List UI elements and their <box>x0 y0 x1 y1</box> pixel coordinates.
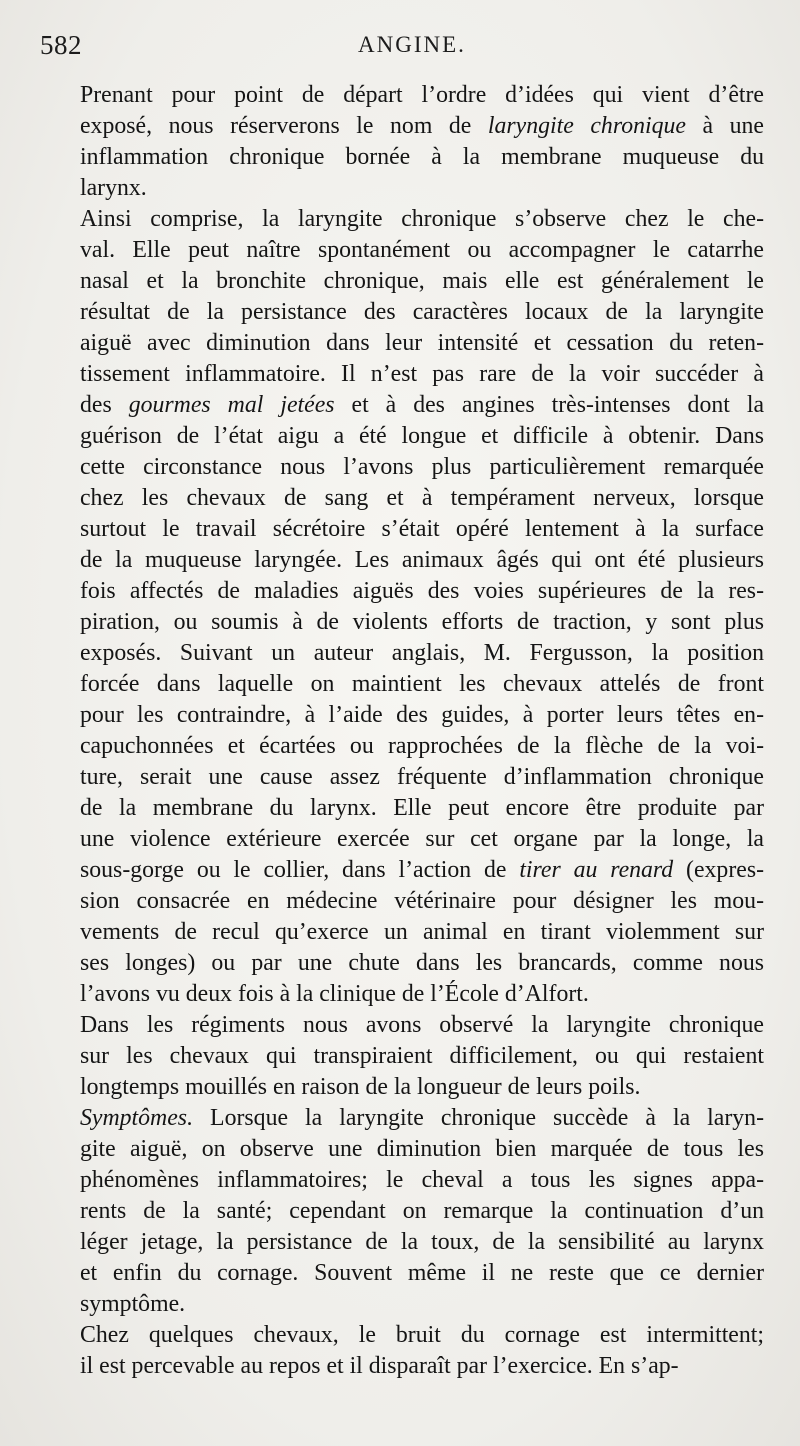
text-line <box>54 111 764 142</box>
text-line <box>54 700 764 731</box>
text-line <box>54 1320 764 1351</box>
text-run: ses longes) ou par une chute dans les brancards, comme nous <box>80 950 764 976</box>
text-line <box>54 80 764 111</box>
text-line <box>54 452 764 483</box>
text-line <box>54 390 764 421</box>
text-line <box>54 607 764 638</box>
text-run: sion consacrée en médecine vétérinaire pour désigner les mou- <box>80 888 764 914</box>
text-line <box>54 421 764 452</box>
text-run: sous-gorge ou le collier, dans l’action de <box>80 857 520 883</box>
text-run: rents de la santé; cependant on remarque la continuation d’un <box>80 1198 764 1224</box>
page-number: 582 <box>40 30 82 60</box>
text-run: gite aiguë, on observe une diminution bien marquée de tous les <box>80 1136 764 1162</box>
paragraph <box>54 80 764 204</box>
text-line <box>54 359 764 390</box>
text-run: Lorsque la laryngite chronique succède à la laryn- <box>193 1105 764 1131</box>
text-run: léger jetage, la persistance de la toux, de la sensibilité au larynx <box>80 1229 764 1255</box>
text-run: exposés. Suivant un auteur anglais, M. Fergusson, la position <box>80 640 764 666</box>
text-run: sur les chevaux qui transpiraient difficilement, ou qui restaient <box>80 1043 764 1069</box>
text-line <box>54 1258 764 1289</box>
text-run: une violence extérieure exercée sur cet organe par la longe, la <box>80 826 764 852</box>
text-run: vements de recul qu’exerce un animal en tirant violemment sur <box>80 919 764 945</box>
text-run: exposé, nous réserverons le nom de <box>80 113 488 139</box>
page-header <box>40 30 760 70</box>
text-run: résultat de la persistance des caractères locaux de la laryngite <box>80 299 764 325</box>
text-run: Prenant pour point de départ l’ordre d’idées qui vient d’être <box>80 82 764 108</box>
running-title: ANGINE. <box>358 32 466 57</box>
text-run: à une <box>685 113 764 139</box>
text-run: forcée dans laquelle on maintient les chevaux attelés de front <box>80 671 764 697</box>
text-run: phénomènes inflammatoires; le cheval a tous les signes appa- <box>80 1167 764 1193</box>
text-run: aiguë avec diminution dans leur intensité et cessation du reten- <box>80 330 764 356</box>
text-run: et à des angines très-intenses dont la <box>334 392 765 418</box>
text-run: de la membrane du larynx. Elle peut encore être produite par <box>80 795 764 821</box>
text-run: capuchonnées et écartées ou rapprochées de la flèche de la voi- <box>80 733 764 759</box>
text-run: chez les chevaux de sang et à tempérament nerveux, lorsque <box>80 485 764 511</box>
text-line <box>54 173 764 204</box>
text-line <box>54 917 764 948</box>
text-line <box>54 142 764 173</box>
text-line <box>54 1351 764 1382</box>
italic-text-run: laryngite chronique <box>487 113 686 139</box>
text-run: symptôme. <box>80 1291 186 1317</box>
paragraph <box>54 1320 764 1382</box>
text-run: il est percevable au repos et il disparaît par l’exercice. En s’ap- <box>80 1353 679 1379</box>
text-line <box>54 979 764 1010</box>
text-run: larynx. <box>80 175 147 201</box>
paragraph <box>54 204 764 1010</box>
text-line <box>54 1196 764 1227</box>
text-run: tissement inflammatoire. Il n’est pas rare de la voir succéder à <box>80 361 764 387</box>
text-line <box>54 638 764 669</box>
text-run: Chez quelques chevaux, le bruit du cornage est intermittent; <box>80 1322 764 1348</box>
italic-text-run: Symptômes. <box>80 1105 194 1131</box>
text-line <box>54 855 764 886</box>
text-line <box>54 266 764 297</box>
text-run: des <box>80 392 129 418</box>
text-run: longtemps mouillés en raison de la longueur de leurs poils. <box>80 1074 641 1100</box>
paragraph <box>54 1010 764 1103</box>
text-line <box>54 545 764 576</box>
text-run: inflammation chronique bornée à la membrane muqueuse du <box>80 144 764 170</box>
text-line <box>54 483 764 514</box>
text-run: Dans les régiments nous avons observé la laryngite chronique <box>80 1012 764 1038</box>
text-line <box>54 1103 764 1134</box>
text-run: nasal et la bronchite chronique, mais elle est généralement le <box>80 268 764 294</box>
text-run: de la muqueuse laryngée. Les animaux âgés qui ont été plusieurs <box>80 547 764 573</box>
text-line <box>54 1041 764 1072</box>
text-line <box>54 762 764 793</box>
text-run: guérison de l’état aigu a été longue et difficile à obtenir. Dans <box>80 423 764 449</box>
text-run: cette circonstance nous l’avons plus particulièrement remarquée <box>80 454 764 480</box>
text-line <box>54 731 764 762</box>
text-line <box>54 297 764 328</box>
text-run: et enfin du cornage. Souvent même il ne reste que ce dernier <box>80 1260 764 1286</box>
text-line <box>54 1134 764 1165</box>
paragraph <box>54 1103 764 1320</box>
text-run: l’avons vu deux fois à la clinique de l’École d’Alfort. <box>80 981 589 1007</box>
body-text <box>54 80 764 1382</box>
text-run: piration, ou soumis à de violents efforts de traction, y sont plus <box>80 609 764 635</box>
text-line <box>54 1289 764 1320</box>
text-run: pour les contraindre, à l’aide des guides, à porter leurs têtes en- <box>80 702 764 728</box>
text-line <box>54 886 764 917</box>
text-line <box>54 328 764 359</box>
text-line <box>54 824 764 855</box>
italic-text-run: gourmes mal jetées <box>128 392 335 418</box>
text-line <box>54 1165 764 1196</box>
text-line <box>54 1010 764 1041</box>
text-line <box>54 669 764 700</box>
text-line <box>54 204 764 235</box>
text-line <box>54 793 764 824</box>
text-run: Ainsi comprise, la laryngite chronique s’observe chez le che- <box>80 206 764 232</box>
text-line <box>54 576 764 607</box>
text-run: (expres- <box>673 857 765 883</box>
text-run: surtout le travail sécrétoire s’était opéré lentement à la surface <box>80 516 764 542</box>
text-line <box>54 235 764 266</box>
text-run: ture, serait une cause assez fréquente d’inflammation chronique <box>80 764 764 790</box>
text-line <box>54 1072 764 1103</box>
text-run: fois affectés de maladies aiguës des voies supérieures de la res- <box>80 578 764 604</box>
italic-text-run: tirer au renard <box>519 857 674 883</box>
text-line <box>54 1227 764 1258</box>
text-line <box>54 948 764 979</box>
text-line <box>54 514 764 545</box>
text-run: val. Elle peut naître spontanément ou accompagner le catarrhe <box>80 237 764 263</box>
